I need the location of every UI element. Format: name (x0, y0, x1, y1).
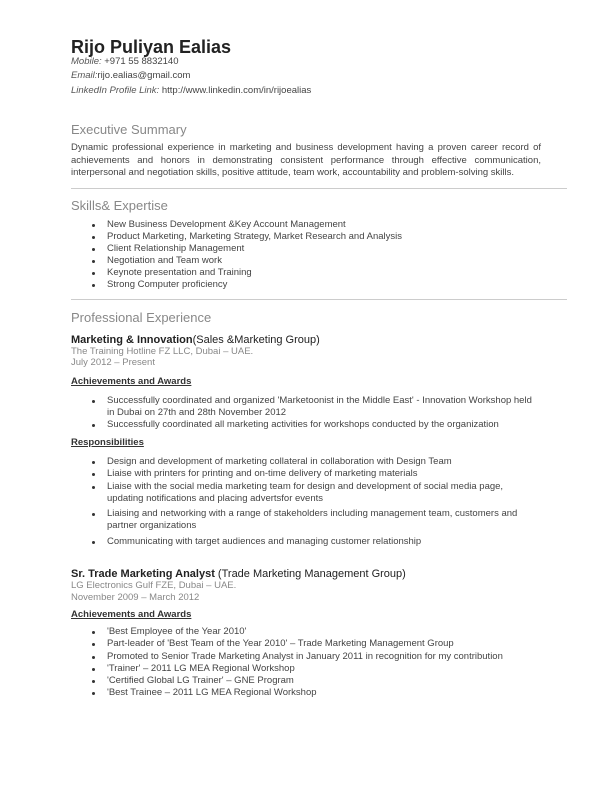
list-item: Product Marketing, Marketing Strategy, Market Research and Analysis (107, 231, 402, 243)
bullet-icon (92, 541, 95, 544)
email-label: Email: (71, 70, 98, 81)
list-item: Liaising and networking with a range of stakeholders including management team, customers and partner organizations (107, 508, 537, 532)
mobile-value: +971 55 8832140 (101, 56, 179, 67)
list-item: Part-leader of 'Best Team of the Year 2010' – Trade Marketing Management Group (107, 638, 454, 650)
list-item: Promoted to Senior Trade Marketing Analyst in January 2011 in recognition for my contribution (107, 651, 503, 663)
list-item: Liaise with printers for printing and on-time delivery of marketing materials (107, 468, 417, 480)
divider (71, 188, 567, 189)
job-dates: November 2009 – March 2012 (71, 592, 200, 603)
list-item: Successfully coordinated all marketing activities for workshops conducted by the organization (107, 419, 499, 431)
mobile-label: Mobile: (71, 56, 102, 67)
bullet-icon (92, 668, 95, 671)
bullet-icon (92, 236, 95, 239)
list-item: Client Relationship Management (107, 243, 244, 255)
linkedin-value: http://www.linkedin.com/in/rijoealias (159, 85, 312, 96)
email-value: rijo.ealias@gmail.com (97, 70, 191, 81)
bullet-icon (92, 486, 95, 489)
achievements-heading: Achievements and Awards (71, 376, 192, 387)
list-item: Keynote presentation and Training (107, 267, 252, 279)
job-dates: July 2012 – Present (71, 357, 155, 368)
job-company: LG Electronics Gulf FZE, Dubai – UAE. (71, 580, 237, 591)
bullet-icon (92, 680, 95, 683)
list-item: Liaise with the social media marketing team for design and development of social media page, updating notifications and placing advertsfor events (107, 481, 537, 505)
summary-heading: Executive Summary (71, 122, 187, 137)
bullet-icon (92, 631, 95, 634)
bullet-icon (92, 248, 95, 251)
bullet-icon (92, 656, 95, 659)
bullet-icon (92, 272, 95, 275)
divider (71, 299, 567, 300)
bullet-icon (92, 643, 95, 646)
bullet-icon (92, 513, 95, 516)
job-company: The Training Hotline FZ LLC, Dubai – UAE. (71, 346, 254, 357)
list-item: Design and development of marketing collateral in collaboration with Design Team (107, 456, 452, 468)
bullet-icon (92, 424, 95, 427)
bullet-icon (92, 284, 95, 287)
responsibilities-heading: Responsibilities (71, 437, 144, 448)
list-item: Successfully coordinated and organized 'Marketoonist in the Middle East' - Innovation Workshop held in Dubai on 27th and 28th November 2012 (107, 395, 537, 419)
bullet-icon (92, 224, 95, 227)
candidate-name: Rijo Puliyan Ealias (71, 37, 232, 57)
bullet-icon (92, 692, 95, 695)
skills-heading: Skills& Expertise (71, 198, 168, 213)
summary-text: Dynamic professional experience in marketing and business development having a proven career record of achievements and honors in demonstrating consistent performance through effective communication, interpersonal and negotiation skills, positive attitude, team work, accountability and problem-solving skills. (71, 142, 541, 178)
mobile-line (71, 56, 179, 68)
list-item: Strong Computer proficiency (107, 279, 227, 291)
linkedin-line (71, 85, 311, 97)
list-item: New Business Development &Key Account Management (107, 219, 346, 231)
list-item: 'Best Employee of the Year 2010' (107, 626, 246, 638)
job-title: Sr. Trade Marketing Analyst (Trade Marketing Management Group) (71, 568, 406, 580)
experience-heading: Professional Experience (71, 310, 212, 325)
bullet-icon (92, 260, 95, 263)
bullet-icon (92, 400, 95, 403)
list-item: 'Trainer' – 2011 LG MEA Regional Workshop (107, 663, 295, 675)
email-line (71, 70, 190, 82)
job-title: Marketing & Innovation(Sales &Marketing Group) (71, 334, 320, 346)
bullet-icon (92, 461, 95, 464)
achievements-heading: Achievements and Awards (71, 609, 192, 620)
linkedin-label: LinkedIn Profile Link: (71, 85, 160, 96)
list-item: Communicating with target audiences and managing customer relationship (107, 536, 421, 548)
list-item: 'Certified Global LG Trainer' – GNE Program (107, 675, 294, 687)
list-item: Negotiation and Team work (107, 255, 222, 267)
list-item: 'Best Trainee – 2011 LG MEA Regional Workshop (107, 687, 317, 699)
bullet-icon (92, 473, 95, 476)
